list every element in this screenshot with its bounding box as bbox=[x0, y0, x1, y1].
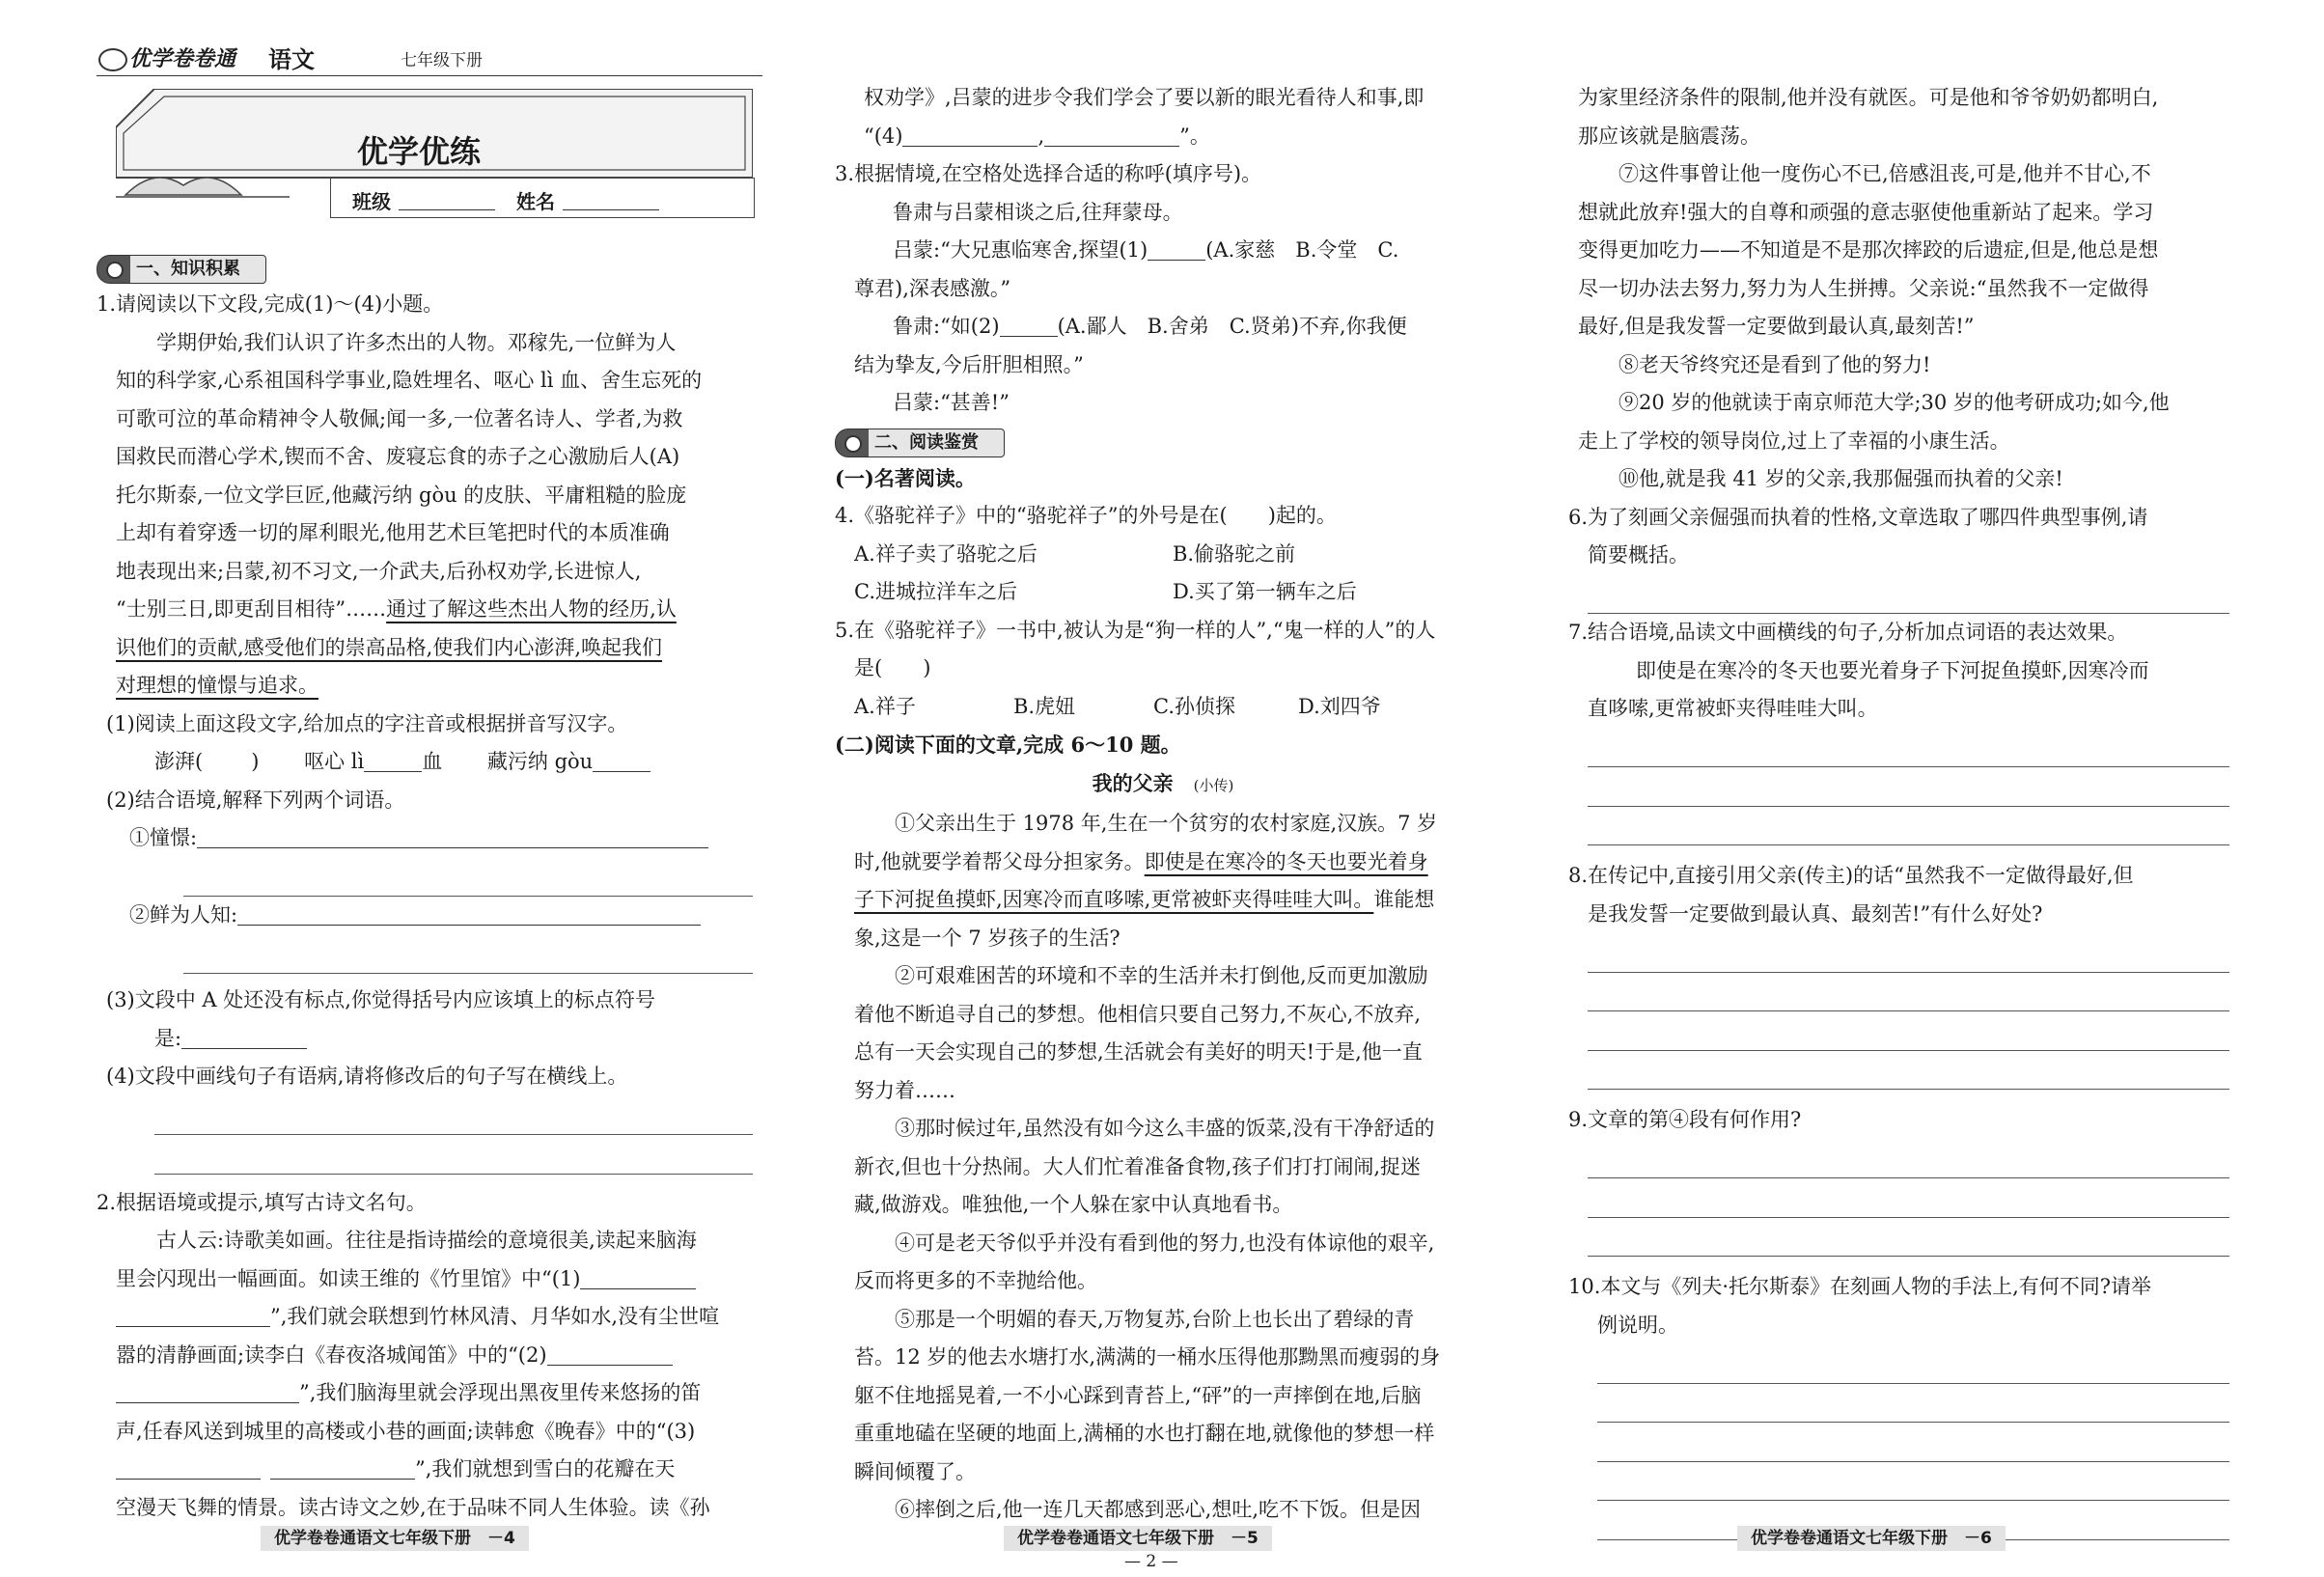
q2-passage: 古人云:诗歌美如画。往往是指诗描绘的意境很美,读起来脑海 里会闪现出一幅画面。如读王维的《竹里馆》中“(1) ”,我们就会联想到竹林风清、月华如水,没有尘世喧 嚣的清静画面;读李白《春夜洛城闻笛》中的“(2) ”,我们脑海里就会浮现出黑夜里传来悠扬的笛 声,任春风送到城里的高楼或小巷的画面;读韩愈《晚春》中的“(3) ”,我们就想到雪白的花瓣在天 空漫天飞舞的情景。读古诗文之妙,在于品味不同人生体验。读《孙 bbox=[116, 1229, 720, 1519]
q10: 10.本文与《列夫·托尔斯泰》在刻画人物的手法上,有何不同?请举 bbox=[1568, 1275, 2152, 1298]
answer-blank[interactable] bbox=[116, 1455, 261, 1480]
answer-blank[interactable] bbox=[593, 748, 650, 772]
q1-passage: 学期伊始,我们认识了许多杰出的人物。邓稼先,一位鲜为人 知的科学家,心系祖国科学事业,隐姓埋名、呕心 lì 血、舍生忘死的 可歌可泣的革命精神令人敬佩;闻一多,一位著名诗人、学者,为救 国救民而潜心学术,锲而不舍、废寝忘食的赤子之心激励后人(A) 托尔斯泰,一位文学巨匠,他藏污纳 gòu 的皮肤、平庸粗糙的脸庞 上却有着穿透一切的犀利眼光,他用艺术巨笔把时代的本质准确 地表现出来;吕蒙,初不习文,一介武夫,后孙权劝学,长进惊人, “士别三日,即更刮目相待”……通过了解这些杰出人物的经历,认 识他们的贡献,感受他们的崇高品格,使我们内心澎湃,唤起我们 对理想的憧憬与追求。 bbox=[97, 324, 762, 706]
underlined-sentence: “士别三日,即更刮目相待”……通过了解这些杰出人物的经历,认 bbox=[116, 597, 677, 621]
q4-options-row1: A.祥子卖了骆驼之后 B.偷骆驼之前 bbox=[854, 541, 1296, 566]
brand: 优学卷卷通 bbox=[129, 47, 236, 71]
answer-blank[interactable] bbox=[1148, 236, 1205, 261]
page3-content: 为家里经济条件的限制,他并没有就医。可是他和爷爷奶奶都明白, 那应该就是脑震荡。 ⑦这件事曾让他一度伤心不已,倍感沮丧,可是,他并不甘心,不 想就此放弃!强大的自尊和顽强的意志驱使他重新站了起来。学习 变得更加吃力——不知道是不是那次摔跤的后遗症,但是,他总是想 尽一切办法去努力,努力为人生拼搏。父亲说:“虽然我不一定做得 最好,但是我发誓一定要做到最认真,最刻苦!” ⑧老天爷终究还是看到了他的努力! ⑨20 岁的他就读于南京师范大学;30 岁的他考研成功;如今,他 走上了学校的领导岗位,过上了幸福的小康生活。 ⑩他,就是我 41 岁的父亲,我那倔强而执着的父亲! 6.为了刻画父亲倔强而执着的性格,文章选取了哪四件典型事例,请 简要概括。 7.结合语境,品读文中画横线的句子,分析加点词语的表达效果。 即使是在寒冷的冬天也要光着身子下河捉鱼摸虾,因寒冷而 直哆嗦,更常被虾夹得哇哇大叫。 8.在传记中,直接引用父亲(传主)的话“虽然我不一定做得最好,但 是我发誓一定要做到最认真、最刻苦!”有什么好处? 9.文章的第④段有何作用? 10.本文与《列夫·托尔斯泰》在刻画人物的手法上,有何不同?请举 例说明。 bbox=[1568, 79, 2234, 1540]
answer-line[interactable] bbox=[1588, 1140, 2229, 1179]
q1-sub1-items: 澎湃( ) 呕心 lì 血 藏污纳 gòu bbox=[97, 743, 762, 782]
banner-title: 优学优练 bbox=[357, 133, 482, 170]
logo-icon bbox=[98, 48, 127, 71]
article-title: 我的父亲 (小传) bbox=[1092, 770, 1234, 795]
part2-title: (二)阅读下面的文章,完成 6～10 题。 bbox=[835, 733, 1181, 757]
q5-options: A.祥子 B.虎妞 C.孙侦探 D.刘四爷 bbox=[854, 694, 1381, 718]
subject: 语文 bbox=[268, 45, 315, 73]
answer-line[interactable] bbox=[183, 935, 753, 975]
answer-line[interactable] bbox=[1597, 1423, 2229, 1462]
q4: 4.《骆驼祥子》中的“骆驼祥子”的外号是在( )起的。 bbox=[835, 504, 1337, 527]
banner bbox=[116, 89, 753, 218]
answer-line[interactable] bbox=[1588, 1011, 2229, 1051]
header bbox=[97, 41, 762, 79]
continuation-line: 权劝学》,吕蒙的进步令我们学会了要以新的眼光看待人和事,即 bbox=[864, 86, 1425, 109]
answer-line[interactable] bbox=[1588, 807, 2229, 846]
answer-line[interactable] bbox=[1588, 1178, 2229, 1218]
q1-sub1: (1)阅读上面这段文字,给加点的字注音或根据拼音写汉字。 bbox=[106, 711, 628, 735]
answer-line[interactable] bbox=[1588, 973, 2229, 1012]
class-name-box bbox=[330, 178, 755, 218]
q6: 6.为了刻画父亲倔强而执着的性格,文章选取了哪四件典型事例,请 bbox=[1568, 505, 2148, 529]
answer-blank[interactable] bbox=[116, 1379, 299, 1403]
q3-title: 3.根据情境,在空格处选择合适的称呼(填序号)。 bbox=[835, 162, 1262, 185]
answer-blank[interactable] bbox=[1044, 123, 1179, 147]
part1-title: (一)名著阅读。 bbox=[835, 465, 976, 490]
q8: 8.在传记中,直接引用父亲(传主)的话“虽然我不一定做得最好,但 bbox=[1568, 864, 2134, 887]
q1-sub4: (4)文段中画线句子有语病,请将修改后的句子写在横线上。 bbox=[106, 1065, 628, 1088]
page1-content bbox=[97, 249, 762, 1527]
answer-blank[interactable] bbox=[181, 1025, 307, 1049]
answer-line[interactable] bbox=[1588, 933, 2229, 973]
answer-blank[interactable] bbox=[580, 1265, 696, 1289]
q1-sub3b: 是: bbox=[97, 1020, 762, 1059]
page-right bbox=[1568, 0, 2234, 1577]
header-rule bbox=[97, 75, 762, 76]
q2-title: 2.根据语境或提示,填写古诗文名句。 bbox=[97, 1190, 427, 1214]
continuation-line-2: “(4) , ”。 bbox=[864, 124, 1210, 148]
section-knowledge: 一、知识积累 bbox=[97, 255, 266, 284]
bullet-icon bbox=[106, 262, 124, 279]
answer-line[interactable] bbox=[183, 858, 753, 898]
section-reading: 二、阅读鉴赏 bbox=[835, 429, 1005, 457]
class-field[interactable] bbox=[399, 186, 495, 210]
footer: 优学卷卷通语文七年级下册 －5 bbox=[1004, 1526, 1272, 1551]
answer-line[interactable] bbox=[1588, 767, 2229, 807]
q9: 9.文章的第④段有何作用? bbox=[1568, 1108, 1802, 1131]
answer-line[interactable] bbox=[1597, 1344, 2229, 1384]
answer-line[interactable] bbox=[154, 1135, 753, 1175]
answer-line[interactable] bbox=[1597, 1462, 2229, 1502]
answer-blank[interactable] bbox=[1000, 313, 1058, 337]
bullet-icon bbox=[844, 435, 862, 453]
q7: 7.结合语境,品读文中画横线的句子,分析加点词语的表达效果。 bbox=[1568, 621, 2128, 644]
name-label: 姓名 bbox=[516, 190, 555, 213]
q5b: 是( ) bbox=[854, 656, 931, 679]
q5: 5.在《骆驼祥子》一书中,被认为是“狗一样的人”,“鬼一样的人”的人 bbox=[835, 618, 1436, 642]
q1-sub3: (3)文段中 A 处还没有标点,你觉得括号内应该填上的标点符号 bbox=[106, 988, 655, 1011]
q1-sub2: (2)结合语境,解释下列两个词语。 bbox=[106, 788, 405, 812]
footer: 优学卷卷通语文七年级下册 －6 bbox=[1737, 1526, 2006, 1551]
grade: 七年级下册 bbox=[401, 51, 483, 70]
class-label: 班级 bbox=[352, 190, 391, 213]
answer-line[interactable] bbox=[154, 1096, 753, 1136]
answer-blank[interactable] bbox=[547, 1342, 673, 1366]
q4-options-row2: C.进城拉洋车之后 D.买了第一辆车之后 bbox=[854, 580, 1357, 603]
answer-blank[interactable] bbox=[270, 1455, 415, 1480]
answer-blank[interactable] bbox=[902, 123, 1038, 147]
answer-blank[interactable] bbox=[197, 824, 708, 848]
article-body: ①父亲出生于 1978 年,生在一个贫穷的农村家庭,汉族。7 岁 时,他就要学着帮父母分担家务。即使是在寒冷的冬天也要光着身 子下河捉鱼摸虾,因寒冷而直哆嗦,更常被虾夹得哇哇大叫。谁能想 象,这是一个 7 岁孩子的生活? ②可艰难困苦的环境和不幸的生活并未打倒他,反而更加激励 着他不断追寻自己的梦想。他相信只要自己努力,不灰心,不放弃, 总有一天会实现自己的梦想,生活就会有美好的明天!于是,他一直 努力着…… ③那时候过年,虽然没有如今这么丰盛的饭菜,没有干净舒适的 新衣,但也十分热闹。大人们忙着准备食物,孩子们打打闹闹,捉迷 藏,做游戏。唯独他,一个人躲在家中认真地看书。 ④可是老天爷似乎并没有看到他的努力,也没有体谅他的艰辛, 反而将更多的不幸抛给他。 ⑤那是一个明媚的春天,万物复苏,台阶上也长出了碧绿的青 苔。12 岁的他去水塘打水,满满的一桶水压得他那黝黑而瘦弱的身 躯不住地摇晃着,一不小心踩到青苔上,“砰”的一声摔倒在地,后脑 重重地磕在坚硬的地面上,满桶的水也打翻在地,就像他的梦想一样 瞬间倾覆了。 ⑥摔倒之后,他一连几天都感到恶心,想吐,吃不下饭。但是因 bbox=[854, 812, 1441, 1521]
answer-line[interactable] bbox=[1588, 1218, 2229, 1258]
page-middle bbox=[835, 0, 1491, 1577]
page2-content: 权劝学》,吕蒙的进步令我们学会了要以新的眼光看待人和事,即 “(4) , ”。 3.根据情境,在空格处选择合适的称呼(填序号)。 鲁肃与吕蒙相谈之后,往拜蒙母。 吕蒙:“大兄惠临寒舍,探望(1) (A.家慈 B.令堂 C. 尊君),深表感激。” 鲁肃:“如(2) (A.鄙人 B.舍弟 C.贤弟)不弃,你我便 结为挚友,今后肝胆相照。” 吕蒙:“甚善!” 二、阅读鉴赏 (一)名著阅读。 4.《骆驼祥子》中的“骆驼祥子”的外号是在( )起的。 A.祥子卖了骆驼之后 B.偷骆驼之前 C.进城拉洋车之后 D.买了第一辆车之后 5.在《骆驼祥子》一书中,被认为是“狗一样的人”,“鬼一样的人”的人 是( ) A.祥子 B.虎妞 C.孙侦探 D.刘四爷 (二)阅读下面的文章,完成 6～10 题。 我的父亲 (小传) ①父亲出生于 1978 年,生在一个贫穷的农村家庭,汉族。7 岁 时,他就要学着帮父母分担家务。即使是在寒冷的冬天也要光着身 子下河捉鱼摸虾,因寒冷而直哆嗦,更常被虾夹得哇哇大叫。谁能想 象,这是一个 7 岁孩子的生活? ②可艰难困苦的环境和不幸的生活并未打倒他,反而更加激励 着他不断追寻自己的梦想。他相信只要自己努力,不灰心,不放弃, 总有一天会实现自己的梦想,生活就会有美好的明天!于是,他一直 努力着…… ③那时候过年,虽然没有如今这么丰盛的饭菜,没有干净舒适的 新衣,但也十分热闹。大人们忙着准备食物,孩子们打打闹闹,捉迷 藏,做游戏。唯独他,一个人躲在家中认真地看书。 ④可是老天爷似乎并没有看到他的努力,也没有体谅他的艰辛, 反而将更多的不幸抛给他。 ⑤那是一个明媚的春天,万物复苏,台阶上也长出了碧绿的青 苔。12 岁的他去水塘打水,满满的一桶水压得他那黝黑而瘦弱的身 躯不住地摇晃着,一不小心踩到青苔上,“砰”的一声摔倒在地,后脑 重重地磕在坚硬的地面上,满桶的水也打翻在地,就像他的梦想一样 瞬间倾覆了。 ⑥摔倒之后,他一连几天都感到恶心,想吐,吃不下饭。但是因 bbox=[835, 79, 1491, 1530]
answer-blank[interactable] bbox=[364, 748, 422, 772]
name-field[interactable] bbox=[563, 186, 659, 210]
q1-sub2-item2: ②鲜为人知: bbox=[97, 897, 762, 935]
answer-line[interactable] bbox=[1588, 575, 2229, 615]
q1-title: 1.请阅读以下文段,完成(1)～(4)小题。 bbox=[97, 292, 444, 316]
footer: 优学卷卷通语文七年级下册 －4 bbox=[261, 1526, 529, 1551]
page-left bbox=[97, 0, 762, 1577]
answer-line[interactable] bbox=[1597, 1384, 2229, 1424]
answer-blank[interactable] bbox=[203, 749, 251, 772]
answer-line[interactable] bbox=[1588, 1051, 2229, 1091]
page-number: — 2 — bbox=[1124, 1552, 1178, 1571]
answer-line[interactable] bbox=[1588, 729, 2229, 768]
q1-sub2-item1: ①憧憬: bbox=[97, 819, 762, 858]
answer-blank[interactable] bbox=[116, 1303, 270, 1327]
answer-blank[interactable] bbox=[237, 901, 701, 926]
